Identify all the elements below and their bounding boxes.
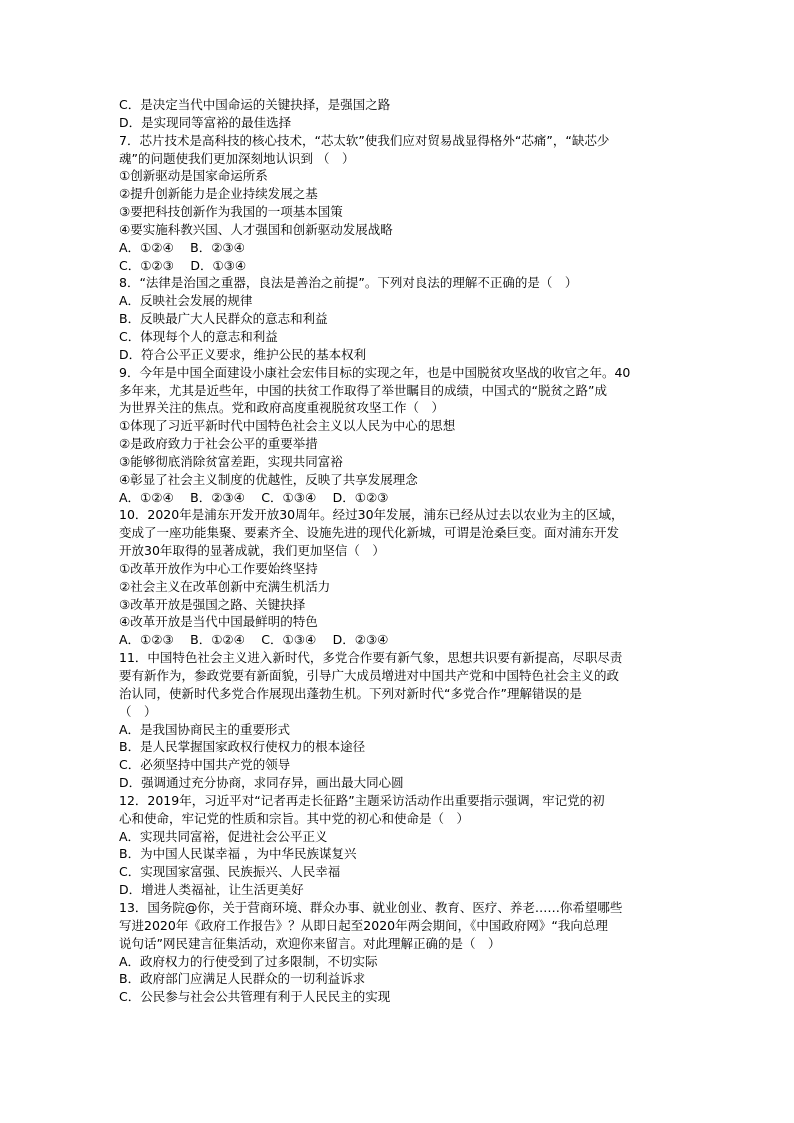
text-line: C．必须坚持中国共产党的领导 — [119, 757, 291, 773]
text-line: 9．今年是中国全面建设小康社会宏伟目标的实现之年，也是中国脱贫攻坚战的收官之年。40 — [119, 364, 631, 380]
text-line: A．反映社会发展的规律 — [119, 293, 253, 309]
text-line: 开放30年取得的显著成就，我们更加坚信（ ） — [119, 543, 385, 559]
text-line: （ ） — [119, 703, 157, 719]
text-line: B．为中国人民谋幸福 ，为中华民族谋复兴 — [119, 846, 357, 862]
text-line: 说句话”网民建言征集活动，欢迎你来留言。对此理解正确的是（ ） — [119, 935, 501, 951]
text-line: B．是人民掌握国家政权行使权力的根本途径 — [119, 739, 366, 755]
text-line: D．增进人类福祉，让生活更美好 — [119, 882, 304, 898]
text-line: D．符合公平正义要求，维护公民的基本权利 — [119, 346, 367, 362]
text-line: C．公民参与社会公共管理有利于人民民主的实现 — [119, 989, 391, 1005]
text-line: B．反映最广大人民群众的意志和利益 — [119, 311, 328, 327]
text-line: C．①②③ D．①③④ — [119, 257, 247, 273]
text-line: 心和使命，牢记党的性质和宗旨。其中党的初心和使命是（ ） — [119, 810, 470, 826]
text-line: 写进2020年《政府工作报告》？从即日起至2020年两会期间，《中国政府网》“我向总理 — [119, 917, 608, 933]
text-line: ①体现了习近平新时代中国特色社会主义以人民为中心的思想 — [119, 418, 456, 434]
text-line: 魂”的问题使我们更加深刻地认识到 （ ） — [119, 150, 355, 166]
text-line: A．①②④ B．②③④ C．①③④ D．①②③ — [119, 489, 389, 505]
text-line: 11．中国特色社会主义进入新时代，多党合作要有新气象，思想共识要有新提高，尽职尽责 — [119, 650, 623, 666]
text-line: ④彰显了社会主义制度的优越性，反映了共享发展理念 — [119, 471, 418, 487]
text-line: 8．“法律是治国之重器，良法是善治之前提”。下列对良法的理解不正确的是（ ） — [119, 275, 578, 291]
text-line: 为世界关注的焦点。党和政府高度重视脱贫攻坚工作（ ） — [119, 400, 445, 416]
text-line: ③要把科技创新作为我国的一项基本国策 — [119, 204, 343, 220]
exam-page — [119, 96, 679, 1006]
text-line: C．是决定当代中国命运的关键抉择，是强国之路 — [119, 97, 391, 112]
text-line: A．①②③ B．①②④ C．①③④ D．②③④ — [119, 632, 389, 648]
text-line: 变成了一座功能集聚、要素齐全、设施先进的现代化新城，可谓是沧桑巨变。面对浦东开发 — [119, 525, 620, 541]
text-line: B．政府部门应满足人民群众的一切利益诉求 — [119, 971, 366, 987]
text-line: C．实现国家富强、民族振兴、人民幸福 — [119, 864, 341, 880]
text-line: ③改革开放是强国之路、关键抉择 — [119, 596, 306, 612]
text-line: 7．芯片技术是高科技的核心技术，“芯太软”使我们应对贸易战显得格外“芯痛”，“缺芯少 — [119, 132, 610, 148]
text-line: 要有新作为，参政党要有新面貌，引导广大成员增进对中国共产党和中国特色社会主义的政 — [119, 668, 620, 683]
text-line: 12．2019年，习近平对“记者再走长征路”主题采访活动作出重要指示强调，牢记党的初 — [119, 792, 605, 808]
text-line: ②提升创新能力是企业持续发展之基 — [119, 186, 318, 202]
text-line: A．政府权力的行使受到了过多限制，不切实际 — [119, 953, 378, 969]
text-line: D．强调通过充分协商，求同存异，画出最大同心圆 — [119, 775, 404, 791]
text-line: ③能够彻底消除贫富差距，实现共同富裕 — [119, 453, 343, 469]
text-line: 治认同，使新时代多党合作展现出蓬勃生机。下列对新时代“多党合作”理解错误的是 — [119, 685, 582, 701]
text-line: ②社会主义在改革创新中充满生机活力 — [119, 578, 331, 594]
text-line: ①改革开放作为中心工作要始终坚持 — [119, 560, 318, 576]
text-line: 10．2020年是浦东开发开放30周年。经过30年发展，浦东已经从过去以农业为主的区域， — [119, 507, 624, 523]
text-line: A．是我国协商民主的重要形式 — [119, 721, 291, 737]
text-line: C．体现每个人的意志和利益 — [119, 328, 278, 344]
text-line: ②是政府致力于社会公平的重要举措 — [119, 436, 318, 452]
text-line: 13．国务院@你，关于营商环境、群众办事、就业创业、教育、医疗、养老……你希望哪些 — [119, 899, 623, 915]
text-line: ④改革开放是当代中国最鲜明的特色 — [119, 614, 318, 630]
text-line: D．是实现同等富裕的最佳选择 — [119, 114, 292, 130]
text-line: A．实现共同富裕，促进社会公平正义 — [119, 828, 328, 844]
text-line: ①创新驱动是国家命运所系 — [119, 168, 268, 184]
text-line: A．①②④ B．②③④ — [119, 239, 245, 255]
text-line: 多年来，尤其是近些年，中国的扶贫工作取得了举世瞩目的成绩，中国式的“脱贫之路”成 — [119, 382, 607, 398]
text-line: ④要实施科教兴国、人才强国和创新驱动发展战略 — [119, 221, 393, 237]
